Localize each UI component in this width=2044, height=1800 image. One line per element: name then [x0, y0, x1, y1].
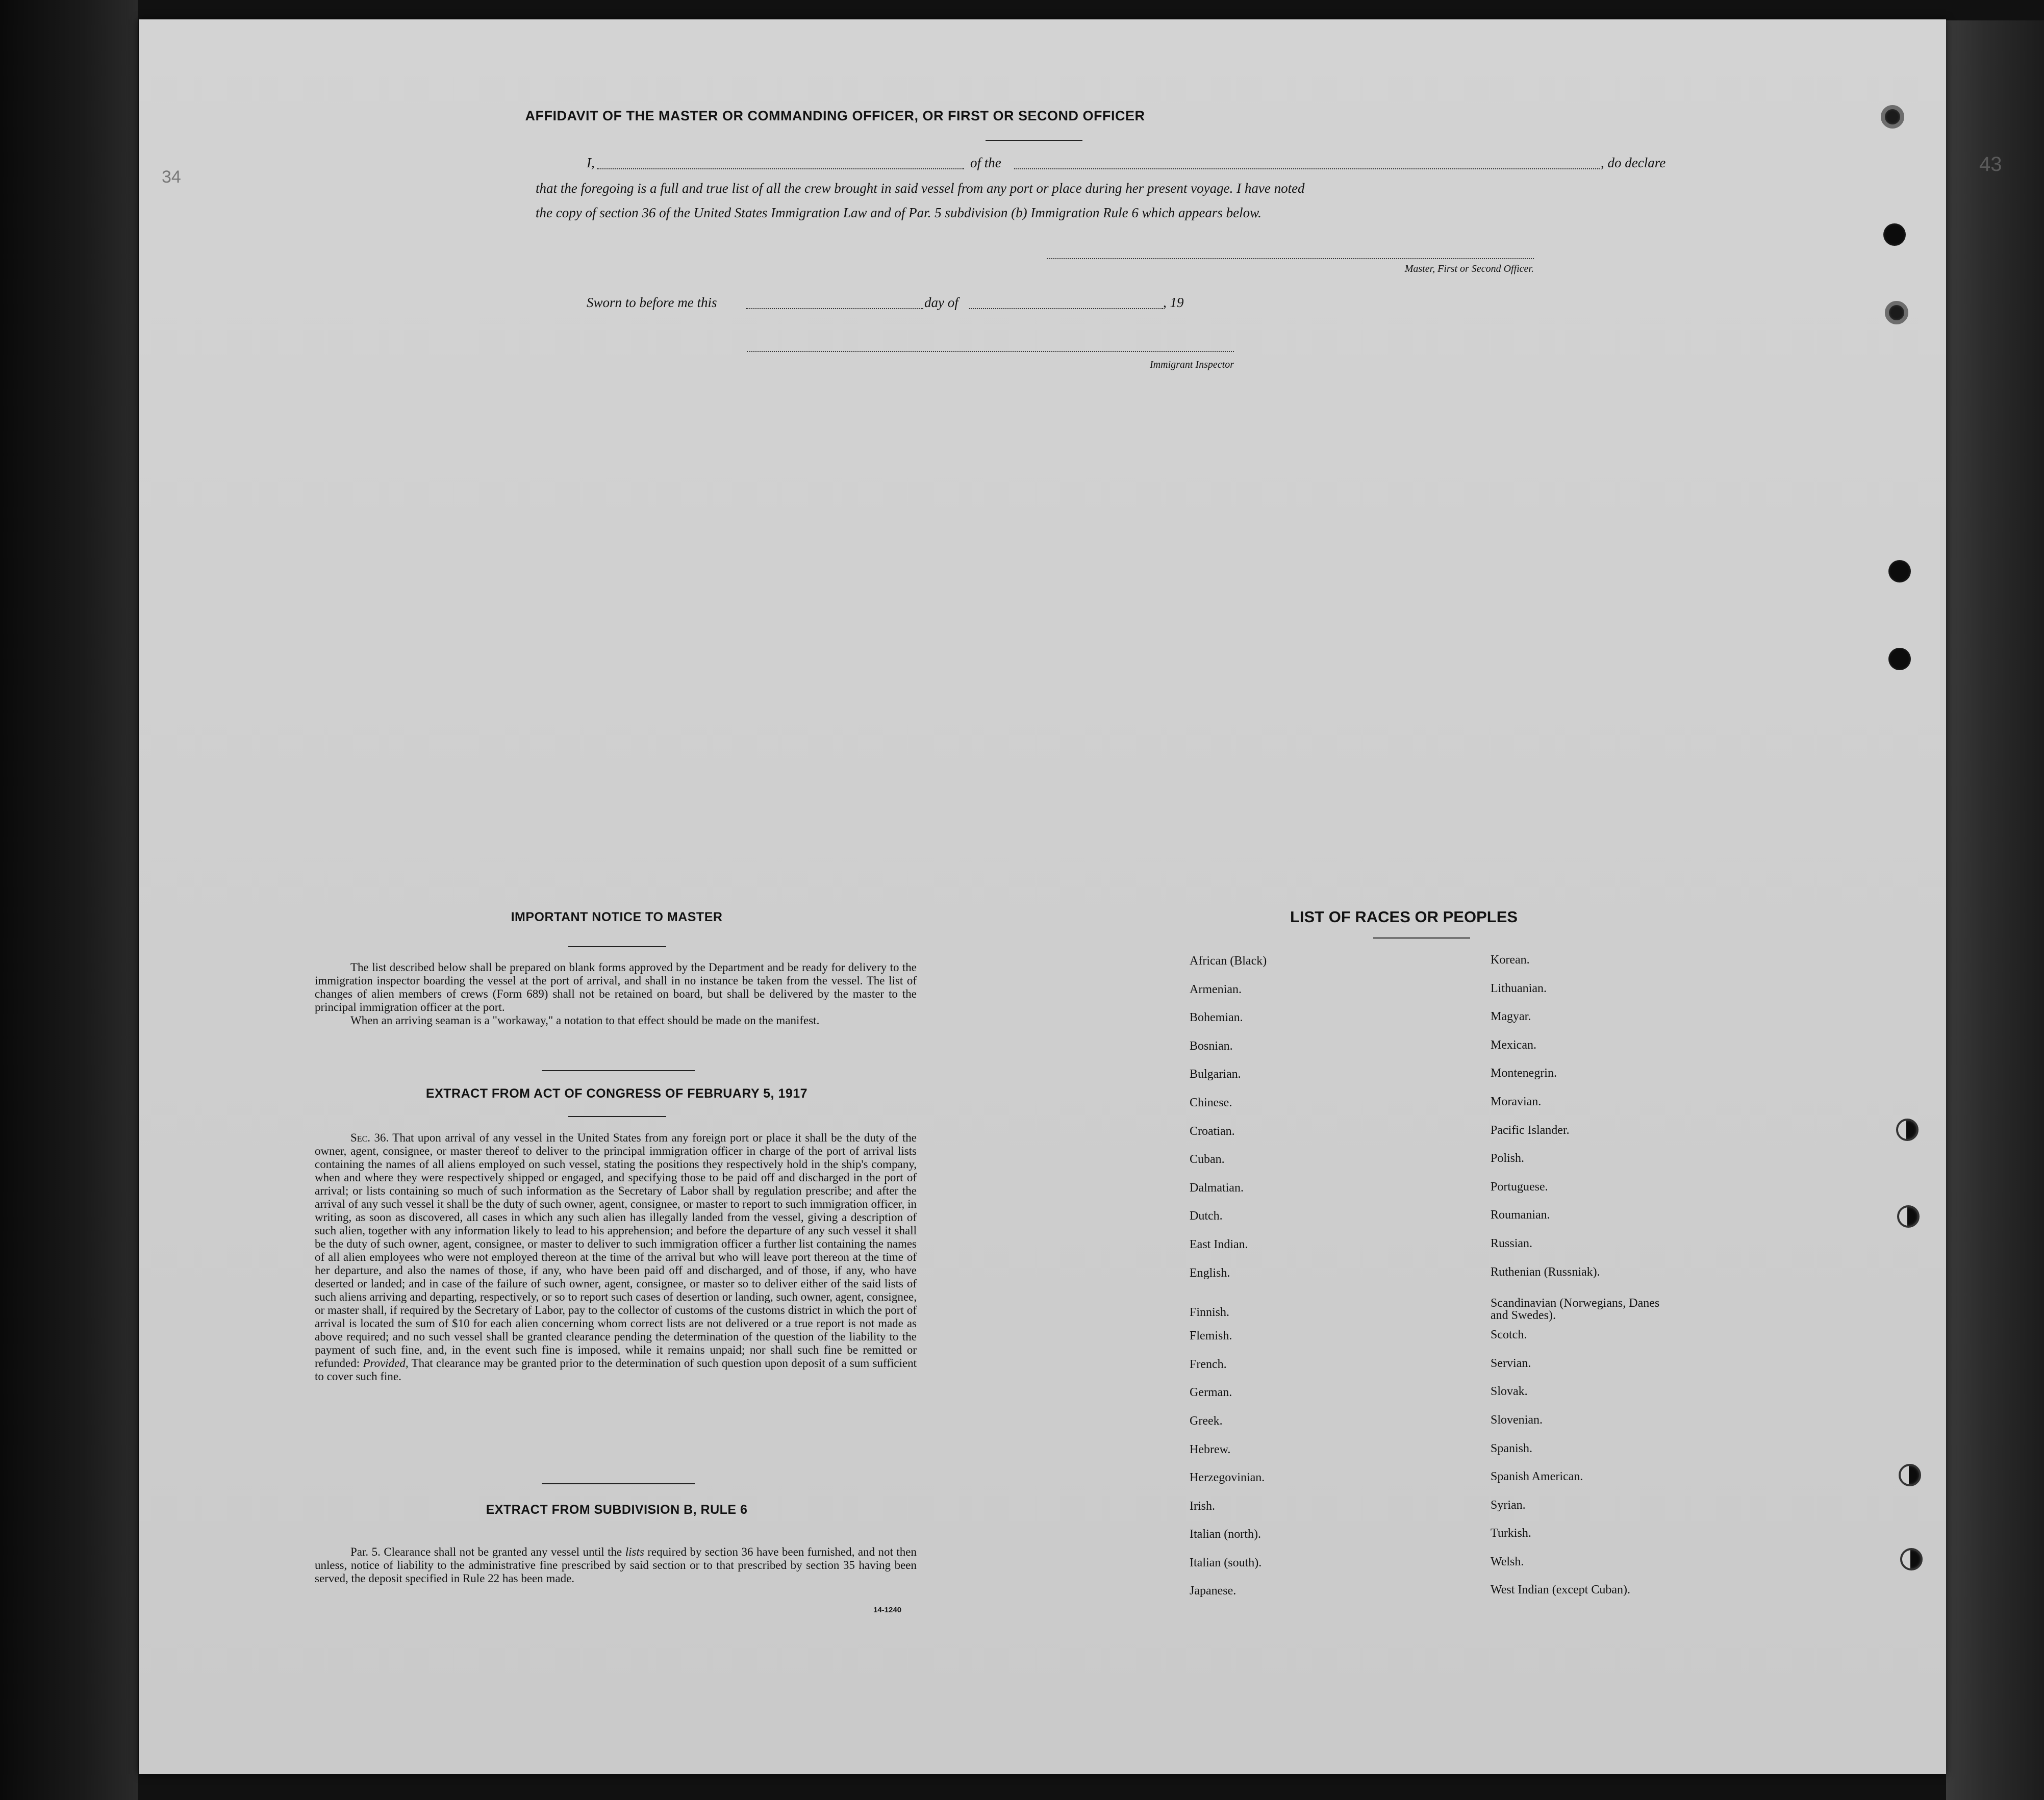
notice-title-rule: [568, 946, 666, 947]
race-item: English.: [1190, 1266, 1230, 1280]
race-item: Bosnian.: [1190, 1039, 1233, 1053]
section-divider: [542, 1483, 695, 1484]
race-item: Korean.: [1491, 953, 1530, 967]
race-item: Moravian.: [1491, 1095, 1542, 1108]
sworn-day-of: day of: [924, 295, 958, 310]
affidavit-line-3: the copy of section 36 of the United States Immigration Law and of Par. 5 subdivision (b) Immigration Rule 6 which appears below.: [536, 205, 1261, 220]
race-item: Syrian.: [1491, 1498, 1526, 1512]
extract-act-title-rule: [568, 1116, 666, 1117]
punch-hole-icon: [1883, 223, 1906, 246]
inspector-signature-label: Immigrant Inspector: [1150, 359, 1234, 370]
punch-hole-icon: [1897, 1205, 1920, 1228]
race-item: Bulgarian.: [1190, 1068, 1241, 1081]
affidavit-do-declare: , do declare: [1601, 155, 1666, 170]
races-list-title: LIST OF RACES OR PEOPLES: [1290, 908, 1518, 926]
sworn-year: , 19: [1163, 295, 1184, 310]
race-item: Welsh.: [1491, 1555, 1524, 1568]
affidavit-prefix: I,: [587, 155, 595, 170]
master-signature-label: Master, First or Second Officer.: [1404, 263, 1534, 274]
sworn-date-blank: [746, 308, 923, 309]
affidavit-line-2: that the foregoing is a full and true list of all the crew brought in said vessel from any port or place during her present voyage. I have noted: [536, 181, 1305, 196]
race-item: Spanish American.: [1491, 1470, 1583, 1484]
race-item: Scotch.: [1491, 1328, 1527, 1342]
race-item: Portuguese.: [1491, 1180, 1548, 1194]
race-item: Flemish.: [1190, 1329, 1232, 1343]
section-36-text: Sec. 36. That upon arrival of any vessel in the United States from any foreign port or place it shall be the duty of the owner, agent, consignee, or master thereof to deliver to the principal immigration officer in charge of the port of arrival lists containing the names of all aliens employed on such vessel, stating the positions they respectively hold in the ship's company, when and where they were respectively shipped or engaged, and specifying those to be paid off and discharged in the port of arrival; or lists containing so much of such information as the Secretary of Labor shall by regulation prescribe; and after the arrival of any such vessel it shall be the duty of such owner, agent, consignee, or master to report to such immigration officer, in writing, as soon as discovered, all cases in which any such alien has illegally landed from the vessel, giving a description of such alien, together with any information likely to lead to his apprehension; and before the departure of any such vessel it shall be the duty of such owner, agent, consignee, or master to deliver to such immigration officer a further list containing the names of all alien employees who were not employed thereon at the time of the arrival but who will leave port thereon at the time of her departure, and also the names of those, if any, who have been paid off and discharged, and of those, if any, who have deserted or landed; and in case of the failure of such owner, agent, consignee, or master so to deliver either of the said lists of such aliens arriving and departing, respectively, or so to report such cases of desertion or landing, such owner, agent, consignee, or master shall, if required by the Secretary of Labor, pay to the collector of customs of the customs district in which the port of arrival is located the sum of $10 for each alien concerning whom correct lists are not delivered or a true report is not made as above required; and no such vessel shall be granted clearance pending the determination of the question of the liability to the payment of such fine, and, in the event such fine is imposed, while it remains unpaid; nor shall such fine be remitted or refunded: Provided, That clearance may be granted prior to the determination of such question upon deposit of a sum sufficient to cover such fine.: [315, 1131, 917, 1383]
sworn-line: [587, 295, 1505, 312]
punch-hole-icon: [1900, 1548, 1923, 1570]
race-item: Croatian.: [1190, 1124, 1235, 1138]
page-number-mark: 43: [1979, 153, 2002, 175]
races-left-column: [1190, 955, 1445, 1613]
race-item: Bohemian.: [1190, 1011, 1243, 1025]
title-underline: [986, 140, 1082, 141]
notice-paragraph-1: The list described below shall be prepared on blank forms approved by the Department and be ready for delivery to the immigration inspector boarding the vessel at the port of arrival, and shall in no instance be taken from the vessel. The list of changes of alien members of crews (Form 689) shall not be retained on board, but shall be delivered by the master to the principal immigration officer at the port.: [315, 961, 917, 1013]
affidavit-of-the: of the: [970, 155, 1001, 170]
race-item: Greek.: [1190, 1414, 1223, 1428]
punch-hole-icon: [1888, 648, 1911, 670]
punch-hole-icon: [1888, 560, 1911, 582]
punch-hole-icon: [1885, 301, 1908, 324]
race-item: Scandinavian (Norwegians, Danes and Swedes).: [1491, 1297, 1660, 1323]
race-item: Slovenian.: [1491, 1413, 1543, 1427]
race-item: West Indian (except Cuban).: [1491, 1583, 1630, 1597]
race-item: Cuban.: [1190, 1153, 1225, 1167]
rule-6-text: Par. 5. Clearance shall not be granted any vessel until the lists required by section 36 have been furnished, and not then unless, notice of liability to the administrative fine prescribed by said section or to that prescribed by section 35 having been served, the deposit specified in Rule 22 has been made.: [315, 1545, 917, 1585]
race-item: French.: [1190, 1357, 1227, 1371]
scanner-background-left: [0, 0, 138, 1800]
race-item: Ruthenian (Russniak).: [1491, 1265, 1600, 1279]
race-item: Dutch.: [1190, 1209, 1223, 1223]
punch-hole-icon: [1899, 1464, 1921, 1486]
race-item: Pacific Islander.: [1491, 1123, 1570, 1137]
race-item: Magyar.: [1491, 1010, 1531, 1024]
race-item: Dalmatian.: [1190, 1181, 1244, 1195]
extract-act-title: EXTRACT FROM ACT OF CONGRESS OF FEBRUARY 5, 1917: [425, 1086, 808, 1101]
race-item: Mexican.: [1491, 1038, 1536, 1052]
extract-rule-title: EXTRACT FROM SUBDIVISION B, RULE 6: [486, 1503, 748, 1517]
race-item: Herzegovinian.: [1190, 1471, 1265, 1485]
race-item: Roumanian.: [1491, 1208, 1550, 1222]
punch-hole-icon: [1896, 1119, 1919, 1141]
race-item: Hebrew.: [1190, 1442, 1231, 1456]
race-item: Armenian.: [1190, 982, 1242, 996]
race-item: Finnish.: [1190, 1306, 1230, 1320]
master-signature-blank: [1047, 258, 1534, 259]
race-item: Italian (south).: [1190, 1556, 1262, 1569]
punch-hole-icon: [1881, 105, 1904, 129]
race-item: Polish.: [1491, 1152, 1525, 1165]
race-item: Spanish.: [1491, 1441, 1533, 1455]
race-item: Russian.: [1491, 1236, 1533, 1250]
race-item: Chinese.: [1190, 1096, 1232, 1109]
notice-title: IMPORTANT NOTICE TO MASTER: [511, 910, 723, 924]
adjacent-sheet-edge: [1946, 20, 2044, 1800]
vessel-name-blank: [1014, 168, 1600, 169]
notice-text: [315, 961, 917, 1027]
race-item: Servian.: [1491, 1356, 1531, 1370]
race-item: Italian (north).: [1190, 1528, 1261, 1541]
sworn-prefix: Sworn to before me this: [587, 295, 717, 310]
manifest-back-page: [139, 19, 1946, 1774]
section-divider: [542, 1070, 695, 1071]
affidavit-declaration-line: [587, 155, 1684, 172]
race-item: Montenegrin.: [1491, 1067, 1557, 1080]
margin-handwritten-mark: 34: [162, 167, 181, 187]
form-number: 14-1240: [873, 1606, 902, 1614]
affidavit-title: AFFIDAVIT OF THE MASTER OR COMMANDING OFFICER, OR FIRST OR SECOND OFFICER: [525, 108, 1145, 123]
races-right-column: [1491, 954, 1756, 1612]
race-item: Lithuanian.: [1491, 981, 1547, 995]
race-item: African (Black): [1190, 954, 1267, 968]
races-title-rule: [1373, 937, 1470, 939]
sworn-month-blank: [969, 308, 1163, 309]
race-item: Irish.: [1190, 1499, 1215, 1513]
race-item: East Indian.: [1190, 1237, 1248, 1251]
notice-paragraph-2: When an arriving seaman is a "workaway," a notation to that effect should be made on the manifest.: [350, 1014, 820, 1027]
section-label: Sec.: [350, 1131, 370, 1144]
race-item: Japanese.: [1190, 1584, 1237, 1598]
inspector-signature-blank: [747, 351, 1234, 352]
race-item: Turkish.: [1491, 1527, 1531, 1540]
race-item: Slovak.: [1491, 1385, 1528, 1399]
race-item: German.: [1190, 1386, 1232, 1400]
master-name-blank: [597, 168, 964, 169]
